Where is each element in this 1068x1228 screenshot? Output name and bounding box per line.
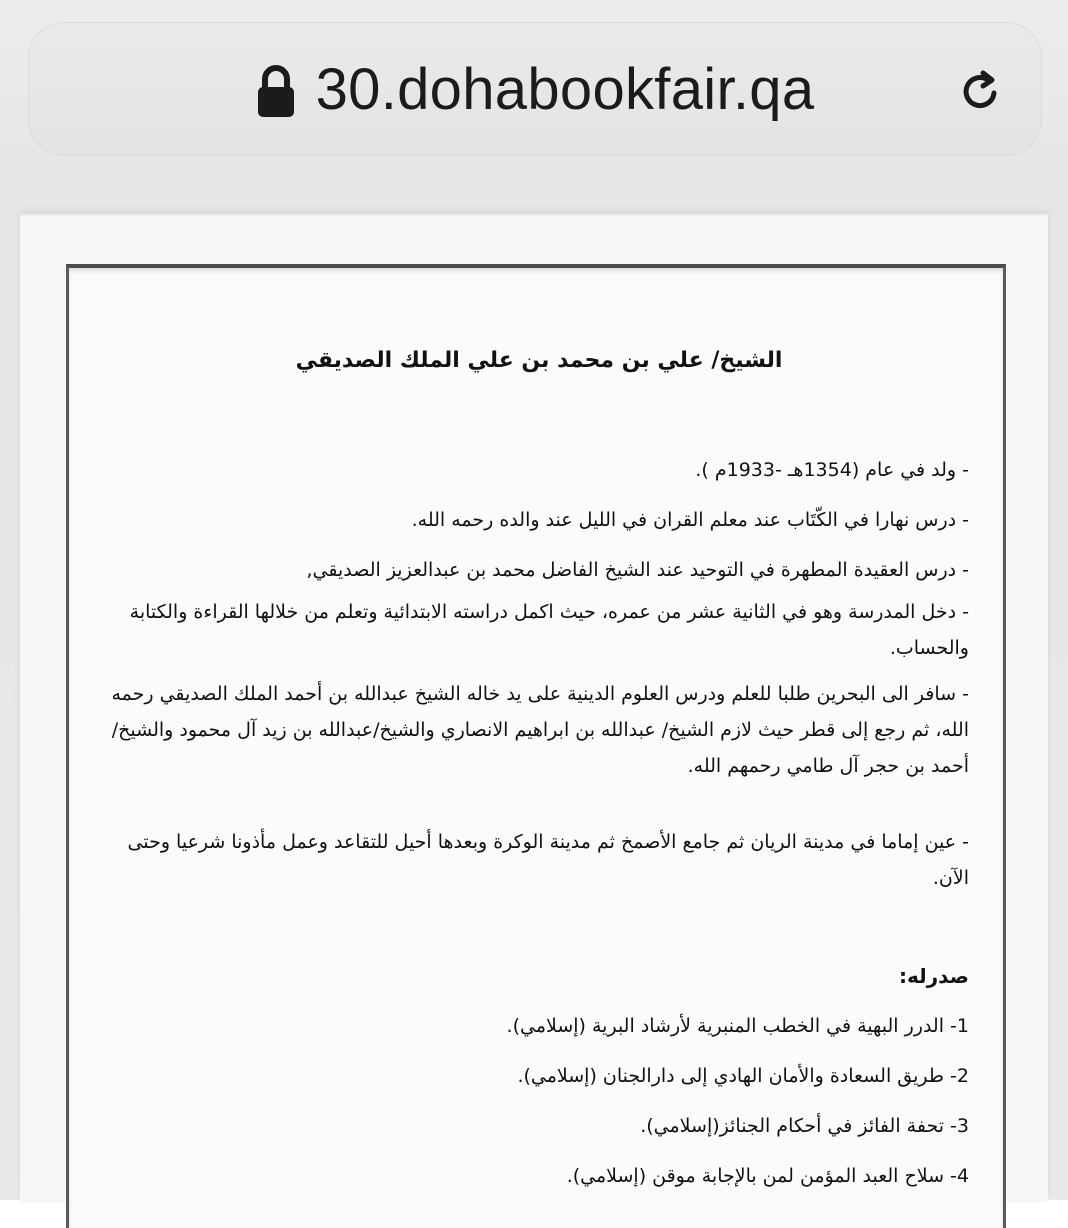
bio-line-6: - عين إماما في مدينة الريان ثم جامع الأصمخ ثم مدينة الوكرة وبعدها أحيل للتقاعد وعمل مأذونا شرعيا وحتى الآن. [127,831,969,889]
reload-icon[interactable] [956,66,1006,116]
address-bar-content [28,22,1042,156]
lock-icon [256,64,296,120]
document-page [66,264,1006,1228]
bio-line-3: - درس العقيدة المطهرة في التوحيد عند الشيخ الفاضل محمد بن عبدالعزيز الصديقي, [306,559,969,581]
publication-2: 2- طريق السعادة والأمان الهادي إلى دارالجنان (إسلامي). [517,1065,969,1087]
document-title: الشيخ/ علي بن محمد بن علي الملك الصديقي [295,348,783,373]
bio-line-2: - درس نهارا في الكّتَاب عند معلم القران في الليل عند والده رحمه الله. [411,509,969,531]
bio-line-1: - ولد في عام (1354هـ -1933م ). [695,459,969,481]
publication-1: 1- الدرر البهية في الخطب المنبرية لأرشاد البرية (إسلامي). [506,1015,969,1037]
bio-line-5: - سافر الى البحرين طلبا للعلم ودرس العلوم الدينية على يد خاله الشيخ عبدالله بن أحمد الملك الصديقي رحمه الله، ثم رجع إلى قطر حيث لازم الشيخ/ عبدالله بن ابراهيم الانصاري والشيخ/عبدالله بن زيد آل محمود والشيخ/أحمد بن حجر آل طامي رحمهم الله. [111,683,969,777]
publication-4: 4- سلاح العبد المؤمن لمن بالإجابة موقن (إسلامي). [566,1165,969,1187]
address-bar[interactable] [28,22,1042,156]
url-text[interactable]: 30.dohabookfair.qa [315,56,815,122]
publications-heading: صدرله: [898,964,969,988]
publication-3: 3- تحفة الفائز في أحكام الجنائز(إسلامي). [640,1115,969,1137]
bio-line-4: - دخل المدرسة وهو في الثانية عشر من عمره، حيث اكمل دراسته الابتدائية وتعلم من خلالها القراءة والكتابة والحساب. [129,601,969,659]
